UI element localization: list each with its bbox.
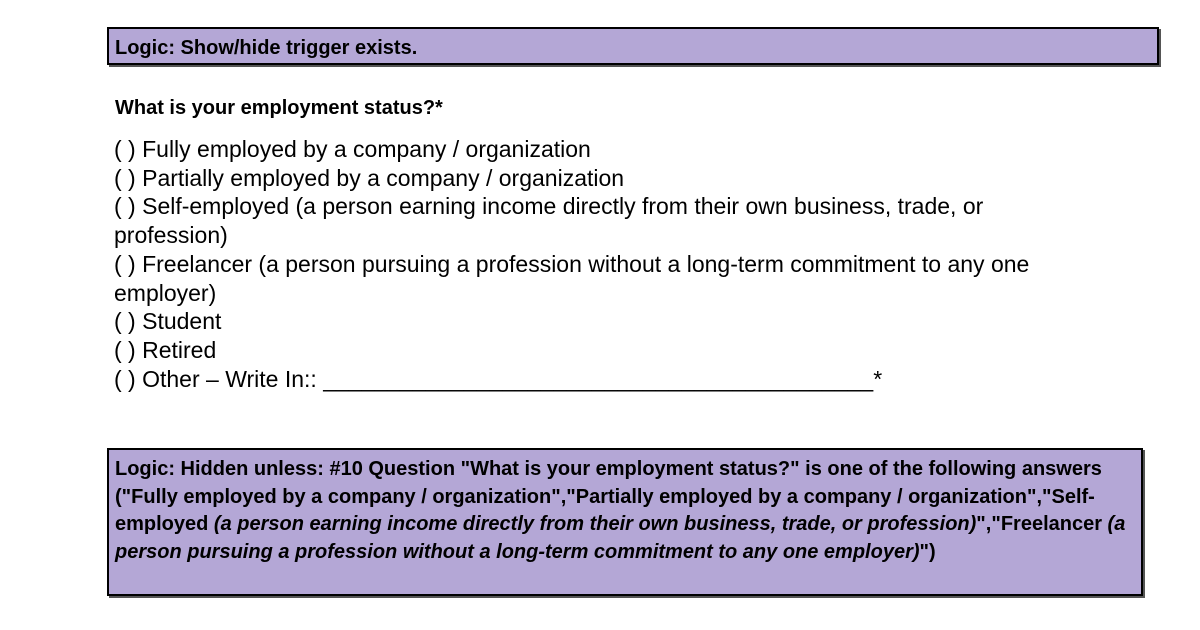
write-in-field[interactable]: ___________________________________________ <box>323 365 874 392</box>
answer-options-list <box>114 135 1094 393</box>
required-mark: * <box>873 365 883 392</box>
option-self-employed[interactable]: ( ) Self-employed (a person earning income directly from their own business, trade, or profession) <box>114 193 984 249</box>
logic-condition-italic-1: (a person earning income directly from their own business, trade, or profession) <box>213 513 977 535</box>
logic-condition-text-3: ") <box>919 540 936 563</box>
option-fully-employed[interactable]: ( ) Fully employed by a company / organization <box>114 136 591 162</box>
logic-condition-text-1: Logic: Hidden unless: #10 Question "What is your employment status?" is one of the following answers ("Fully employed by a company / organization","Partially employed by a company / organization","Self-employed <box>115 458 1102 535</box>
option-other[interactable] <box>114 365 1094 394</box>
logic-banner-top-text: Logic: Show/hide trigger exists. <box>115 37 418 59</box>
logic-banner-bottom <box>107 448 1143 596</box>
logic-banner-top <box>107 27 1159 65</box>
option-other-label: ( ) Other – Write In:: <box>114 365 324 392</box>
question-title: What is your employment status?* <box>115 97 443 119</box>
option-student[interactable]: ( ) Student <box>114 308 222 335</box>
option-freelancer[interactable]: ( ) Freelancer (a person pursuing a profession without a long-term commitment to any one employer) <box>114 250 1030 306</box>
option-partially-employed[interactable]: ( ) Partially employed by a company / organization <box>114 164 625 191</box>
logic-condition-italic-2: (a person pursuing a profession without a long-term commitment to any one employer) <box>115 513 1126 563</box>
option-retired[interactable]: ( ) Retired <box>114 336 217 363</box>
logic-condition-text-2: ","Freelancer <box>976 513 1108 535</box>
